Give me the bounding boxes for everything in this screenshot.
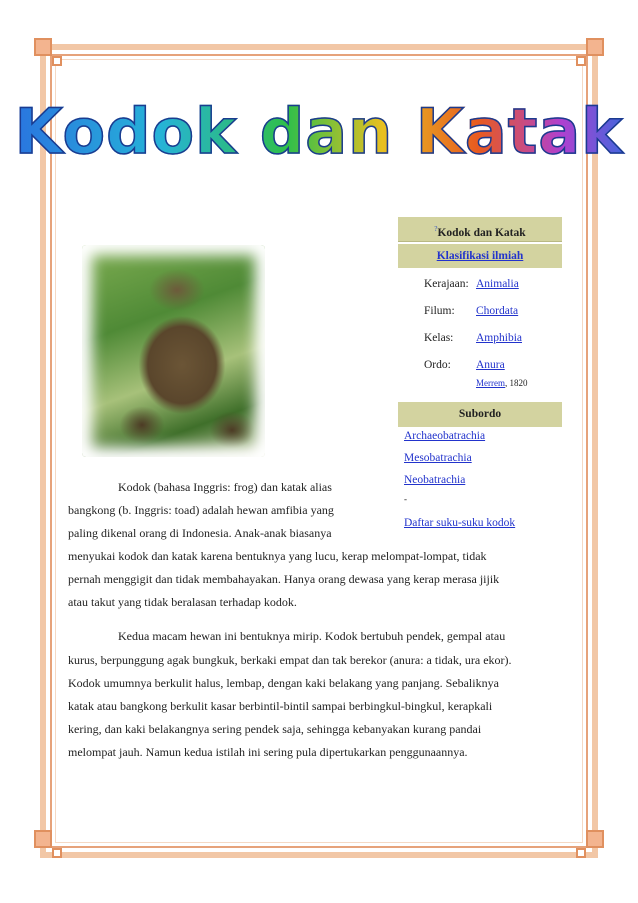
page-title: Kodok dan Katak — [0, 95, 638, 168]
paragraph-1-line: paling dikenal orang di Indonesia. Anak-anak biasanya — [68, 526, 332, 540]
paragraph-2-line: Kodok umumnya berkulit halus, lembap, dengan kaki belakang yang panjang. Sebaliknya — [68, 676, 499, 690]
class-link[interactable]: Amphibia — [476, 332, 522, 344]
subordo-item-mesobatrachia[interactable]: Mesobatrachia — [404, 452, 472, 464]
taxobox-title: Kodok dan Katak — [437, 226, 526, 239]
paragraph-1-line: atau takut yang tidak beralasan terhadap kodok. — [68, 595, 297, 609]
paragraph-2-line: kering, dan kaki belakangnya sering pendek saja, sehingga kebanyakan kurang pandai — [68, 722, 482, 736]
paragraph-1-line: menyukai kodok dan katak karena bentuknya yang lucu, kerap melompat-lompat, tidak — [68, 549, 487, 563]
taxobox-row-kingdom: Kerajaan: Animalia — [424, 278, 519, 290]
subordo-item-archaeobatrachia[interactable]: Archaeobatrachia — [404, 430, 486, 442]
paragraph-2-line: Kedua macam hewan ini bentuknya mirip. Kodok bertubuh pendek, gempal atau — [118, 629, 506, 643]
paragraph-1-line: Kodok (bahasa Inggris: frog) dan katak alias — [118, 480, 332, 494]
taxon-authority: Merrem, 1820 — [476, 378, 528, 388]
list-dash: - — [404, 494, 407, 504]
paragraph-1-line: pernah menggigit dan tidak membahayakan. Hanya orang dewasa yang kerap merasa jijik — [68, 572, 500, 586]
kingdom-link[interactable]: Animalia — [476, 278, 519, 290]
taxobox-subheader — [398, 244, 562, 268]
order-link[interactable]: Anura — [476, 359, 505, 371]
authority-link[interactable]: Merrem — [476, 378, 505, 388]
corner-ornament-bottom-right — [570, 830, 604, 864]
corner-ornament-top-left — [34, 38, 68, 72]
family-list-link[interactable]: Daftar suku-suku kodok — [404, 517, 516, 529]
corner-ornament-bottom-left — [34, 830, 68, 864]
paragraph-2-line: kurus, berpunggung agak bungkuk, berkaki empat dan tak berekor (anura: a tidak, ura ekor). — [68, 653, 512, 667]
subordo-item-neobatrachia[interactable]: Neobatrachia — [404, 474, 466, 486]
taxobox-header — [398, 217, 562, 242]
phylum-link[interactable]: Chordata — [476, 305, 519, 317]
toad-photo — [82, 245, 265, 457]
paragraph-2-line: katak atau bangkong berkulit kasar berbintil-bintil sampai berbingkul-bingkul, kerapkali — [68, 699, 493, 713]
corner-ornament-top-right — [570, 38, 604, 72]
subordo-header: Subordo — [398, 402, 562, 427]
paragraph-1-line: bangkong (b. Inggris: toad) adalah hewan amfibia yang — [68, 503, 334, 517]
taxobox-row-class: Kelas: Amphibia — [424, 332, 522, 344]
taxobox-row-order: Ordo: Anura — [424, 359, 505, 371]
taxobox-row-phylum: Filum: Chordata — [424, 305, 519, 317]
classification-link[interactable]: Klasifikasi ilmiah — [436, 250, 524, 262]
taxobox-help-link[interactable]: ? — [434, 225, 438, 233]
taxobox — [398, 217, 562, 529]
paragraph-2-line: melompat jauh. Namun kedua istilah ini sering pula dipertukarkan penggunaannya. — [68, 745, 468, 759]
